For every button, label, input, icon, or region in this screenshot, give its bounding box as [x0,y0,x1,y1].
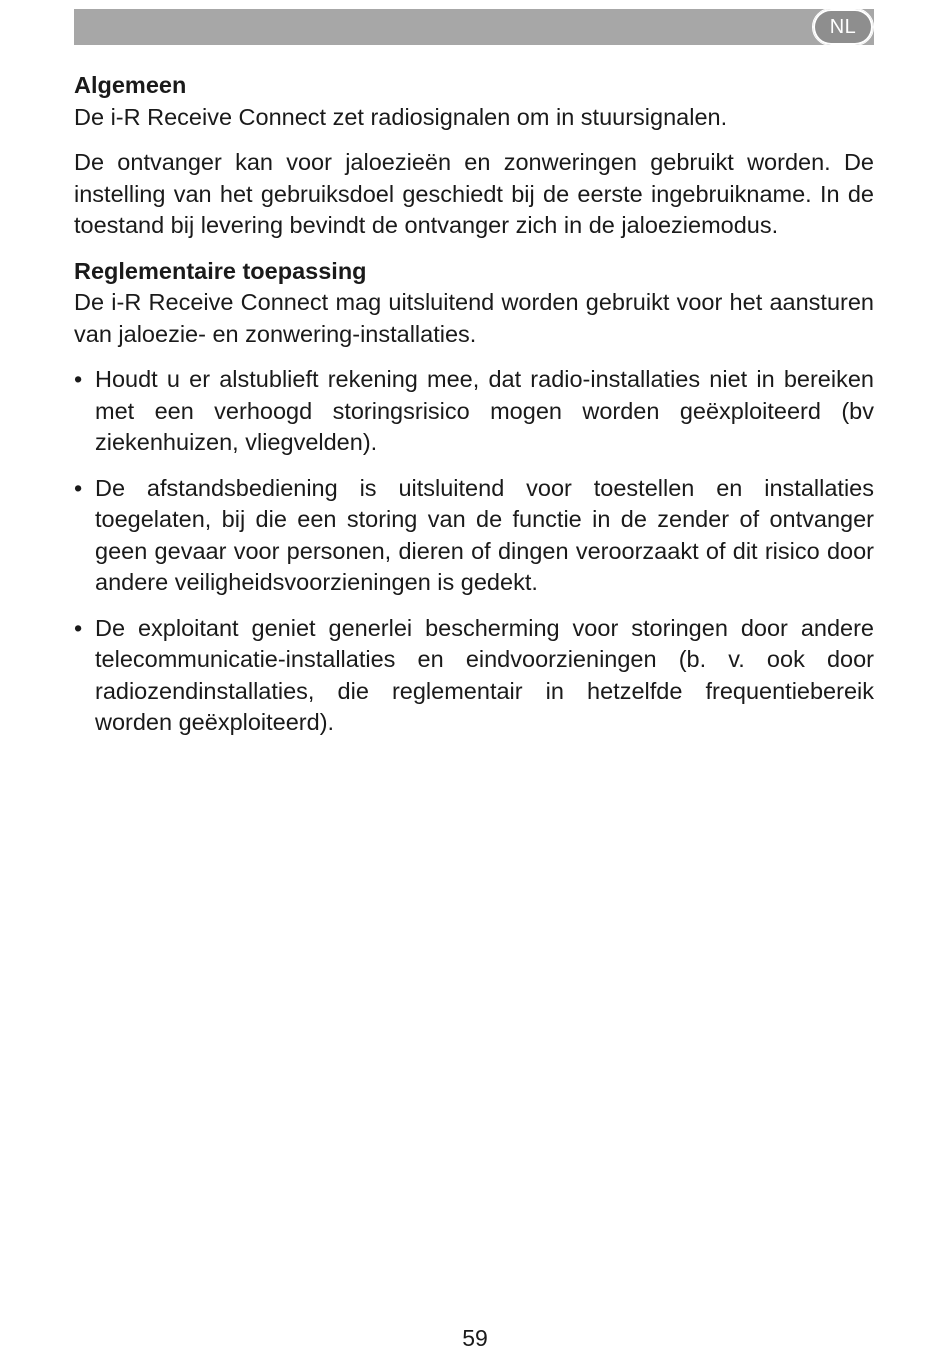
bullet-list [74,364,874,739]
general-paragraph-1: De i-R Receive Connect zet radiosignalen om in stuursignalen. [74,103,728,130]
list-item-text: De afstandsbediening is uitsluitend voor toestellen en installaties toegelaten, bij die een storing van de functie in de zender of ontvanger geen gevaar voor personen, dieren of dingen veroorzaakt of dit risico door andere veiligheidsvoorzieningen is gedekt. [95,474,874,595]
bullet-marker: • [74,474,83,501]
section-heading-general: Algemeen [74,72,187,98]
list-item-text: Houdt u er alstublieft rekening mee, dat radio-installaties niet in bereiken met een verhoogd storingsrisico mogen worden geëxploiteerd (bv ziekenhuizen, vliegvelden). [95,366,874,455]
list-item [74,364,874,459]
list-item [74,613,874,739]
list-item [74,473,874,599]
general-paragraph-2: De ontvanger kan voor jaloezieën en zonweringen gebruikt worden. De instelling van het gebruiksdoel geschiedt bij de eerste ingebruikname. In de toestand bij levering bevindt de ontvanger zich in de jaloeziemodus. [74,149,874,238]
page-content [74,70,874,753]
bullet-marker: • [74,614,83,641]
intended-use-paragraph: De i-R Receive Connect mag uitsluitend worden gebruikt voor het aansturen van jaloezie- en zonwering-installaties. [74,289,874,347]
section-heading-intended-use: Reglementaire toepassing [74,257,367,284]
page-number: 59 [462,1325,488,1351]
bullet-marker: • [74,366,83,392]
header-bar [74,9,874,45]
language-badge: NL [812,8,874,46]
list-item-text: De exploitant geniet generlei bescherming voor storingen door andere telecommunicatie-installaties en eindvoorzieningen (b. v. ook door radiozendinstallaties, die reglementair in hetzelfde frequentiebereik worden geëxploiteerd). [95,614,874,735]
